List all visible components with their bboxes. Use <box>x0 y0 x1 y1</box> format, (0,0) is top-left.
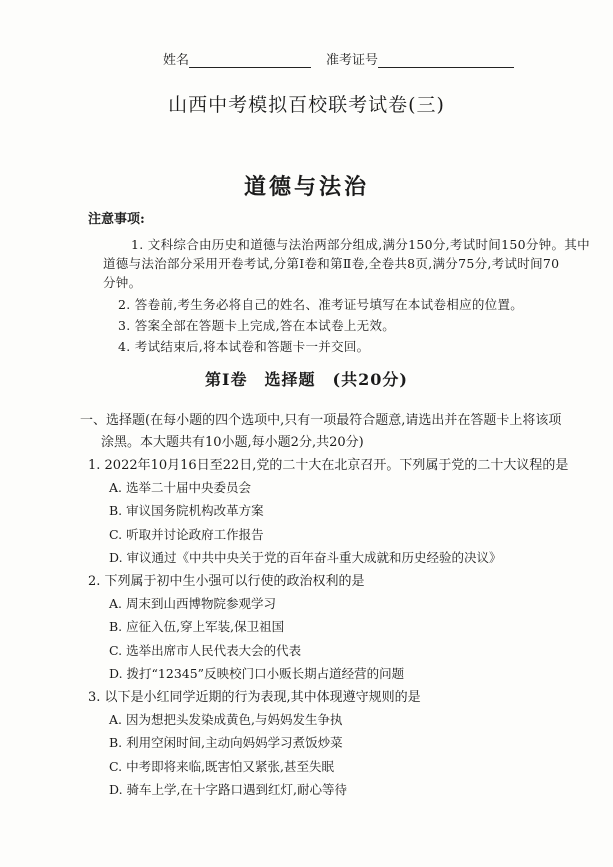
instructions-line: 涂黑。本大题共有10小题,每小题2分,共20分) <box>101 435 364 450</box>
exam-title: 山西中考模拟百校联考试卷(三) <box>168 94 445 116</box>
name-label: 姓名 <box>163 53 190 68</box>
notice-line: 道德与法治部分采用开卷考试,分第Ⅰ卷和第Ⅱ卷,全卷共8页,满分75分,考试时间70 <box>103 256 560 271</box>
notice-line: 1. 文科综合由历史和道德与法治两部分组成,满分150分,考试时间150分钟。其中 <box>131 237 590 252</box>
question-option: B. 审议国务院机构改革方案 <box>109 503 264 518</box>
name-field-label <box>163 49 311 68</box>
notice-line: 3. 答案全部在答题卡上完成,答在本试卷上无效。 <box>118 318 396 333</box>
exam-no-field-label <box>326 49 514 68</box>
question-stem: 3. 以下是小红同学近期的行为表现,其中体现遵守规则的是 <box>88 690 421 705</box>
question-stem: 2. 下列属于初中生小强可以行使的政治权利的是 <box>88 574 365 589</box>
question-option: D. 审议通过《中共中央关于党的百年奋斗重大成就和历史经验的决议》 <box>109 550 502 565</box>
notice-line: 4. 考试结束后,将本试卷和答题卡一并交回。 <box>118 339 370 354</box>
question-option: A. 因为想把头发染成黄色,与妈妈发生争执 <box>109 712 343 727</box>
name-blank-line <box>189 53 311 68</box>
question-option: A. 周末到山西博物院参观学习 <box>109 596 276 611</box>
notice-line: 分钟。 <box>103 275 142 290</box>
section-title: 第Ⅰ卷 选择题 (共20分) <box>205 370 408 389</box>
question-stem: 1. 2022年10月16日至22日,党的二十大在北京召开。下列属于党的二十大议程的是 <box>88 458 569 473</box>
instructions-line: 一、选择题(在每小题的四个选项中,只有一项最符合题意,请选出并在答题卡上将该项 <box>80 413 562 428</box>
question-option: B. 应征入伍,穿上军装,保卫祖国 <box>109 619 285 634</box>
exam-no-blank-line <box>378 53 514 68</box>
question-option: B. 利用空闲时间,主动向妈妈学习煮饭炒菜 <box>109 735 343 750</box>
notice-heading: 注意事项: <box>88 212 145 227</box>
question-option: C. 中考即将来临,既害怕又紧张,甚至失眠 <box>109 759 335 774</box>
exam-no-label: 准考证号 <box>326 53 379 68</box>
subject-title: 道德与法治 <box>243 174 369 200</box>
notice-line: 2. 答卷前,考生务必将自己的姓名、准考证号填写在本试卷相应的位置。 <box>118 297 524 312</box>
question-option: D. 骑车上学,在十字路口遇到红灯,耐心等待 <box>109 782 347 797</box>
question-option: A. 选举二十届中央委员会 <box>109 480 251 495</box>
question-option: D. 拨打“12345”反映校门口小贩长期占道经营的问题 <box>109 666 405 681</box>
question-option: C. 听取并讨论政府工作报告 <box>109 527 264 542</box>
question-option: C. 选举出席市人民代表大会的代表 <box>109 643 302 658</box>
